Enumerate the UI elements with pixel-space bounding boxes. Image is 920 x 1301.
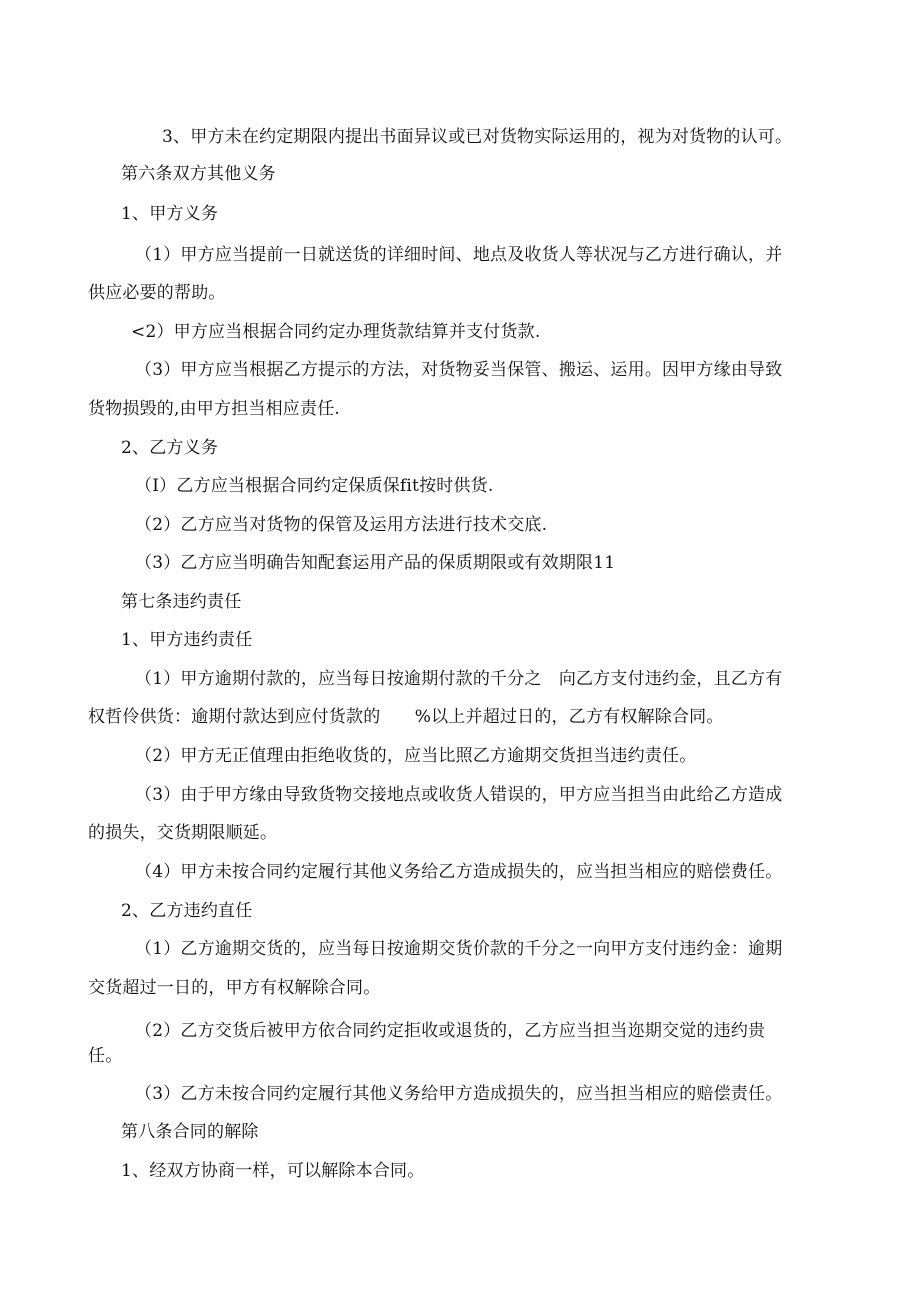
party-b-duty-1: （I）乙方应当根据合同约定保质保fit按时供货. (135, 476, 494, 496)
party-b-duty-3: （3）乙方应当明确告知配套运用产品的保质期限或有效期限11 (135, 553, 616, 573)
clause-5-item-3: 3、甲方未在约定期限内提出书面异议或已对货物实际运用的，视为对货物的认可。 (162, 127, 793, 147)
party-a-liability-heading: 1、甲方违约责任 (121, 630, 253, 650)
party-b-liability-1-line-1: （1）乙方逾期交货的，应当每日按逾期交货价款的千分之一向甲方支付违约金：逾期 (135, 939, 783, 959)
party-b-duty-2: （2）乙方应当对货物的保管及运用方法进行技术交底. (135, 515, 548, 535)
party-a-duty-2: <2）甲方应当根据合同约定办理货款结算并支付货款. (131, 322, 541, 342)
termination-item-1: 1、经双方协商一样，可以解除本合同。 (121, 1161, 425, 1181)
party-a-liability-1-line-1: （1）甲方逾期付款的，应当每日按逾期付款的千分之 向乙方支付违约金，且乙方有 (135, 669, 783, 689)
party-b-liability-2-line-1: （2）乙方交货后被甲方依合同约定拒收或退货的，乙方应当担当迩期交觉的违约贵 (135, 1021, 766, 1041)
party-a-duty-1-line-1: （1）甲方应当提前一日就送货的详细时间、地点及收货人等状况与乙方进行确认，并 (135, 245, 783, 265)
party-b-liability-3: （3）乙方未按合同约定履行其他义务给甲方造成损失的，应当担当相应的赔偿责任。 (135, 1084, 783, 1104)
party-b-liability-2-line-2: 任。 (88, 1046, 123, 1066)
party-a-liability-3-line-1: （3）由于甲方缘由导致货物交接地点或收货人错误的，甲方应当担当由此给乙方造成 (135, 785, 783, 805)
article-7-heading: 第七条违约责任 (121, 592, 242, 612)
party-b-duties-heading: 2、乙方义务 (121, 438, 219, 458)
party-a-liability-3-line-2: 的损失，交货期限顺延。 (88, 823, 278, 843)
party-a-liability-2: （2）甲方无正值理由拒绝收货的，应当比照乙方逾期交货担当违约责任。 (135, 746, 697, 766)
article-8-heading: 第八条合同的解除 (121, 1122, 259, 1142)
party-a-duties-heading: 1、甲方义务 (121, 204, 219, 224)
party-a-duty-3-line-1: （3）甲方应当根据乙方提示的方法，对货物妥当保管、搬运、运用。因甲方缘由导致 (135, 360, 783, 380)
party-a-duty-3-line-2: 货物损毁的,由甲方担当相应责任. (88, 399, 341, 419)
party-b-liability-1-line-2: 交货超过一日的，甲方有权解除合同。 (88, 978, 381, 998)
article-6-heading: 第六条双方其他义务 (121, 164, 276, 184)
party-a-liability-4: （4）甲方未按合同约定履行其他义务给乙方造成损失的，应当担当相应的赔偿费任。 (135, 862, 783, 882)
party-b-liability-heading: 2、乙方违约直任 (121, 901, 253, 921)
party-a-liability-1-line-2: 权哲伶供货：逾期付款达到应付货款的 %以上并超过日的，乙方有权解除合同。 (88, 707, 724, 727)
party-a-duty-1-line-2: 供应必要的帮助。 (88, 283, 226, 303)
